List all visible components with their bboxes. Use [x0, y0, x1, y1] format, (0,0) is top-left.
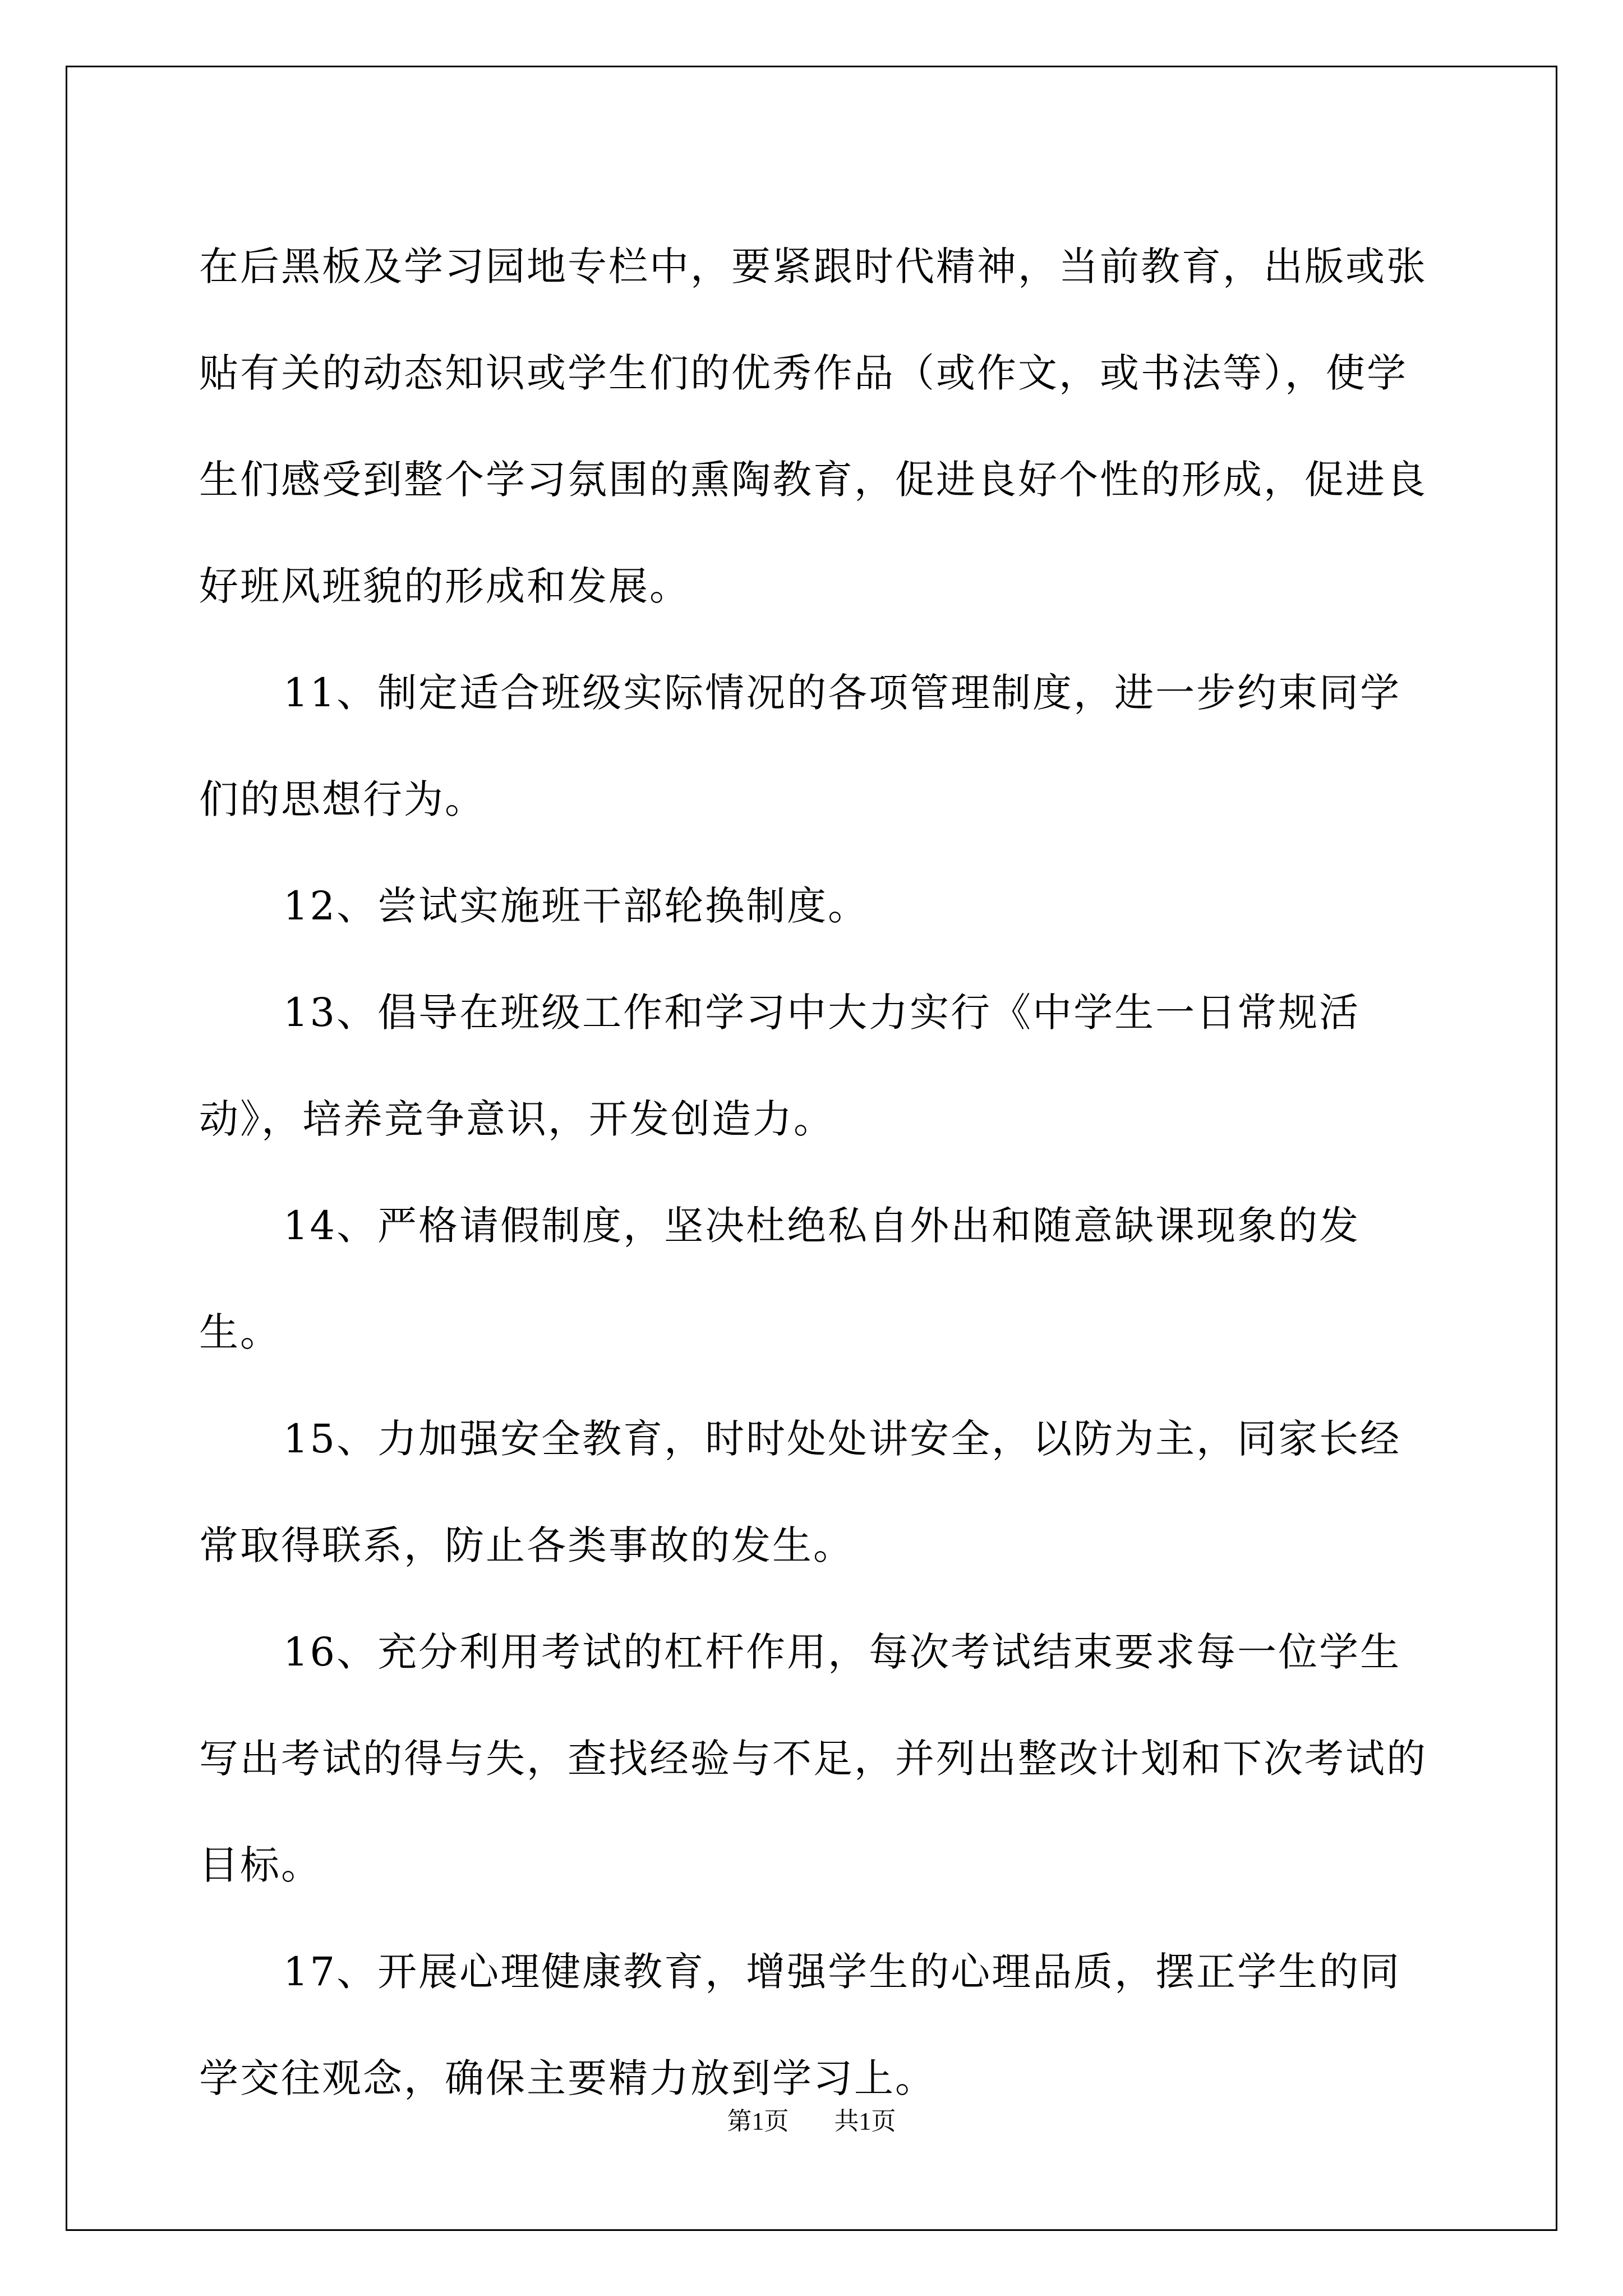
page-total: 共1页 [834, 2108, 896, 2135]
paragraph-17: 17、开展心理健康教育，增强学生的心理品质，摆正学生的同学交往观念，确保主要精力放到学习上。 [199, 1949, 1401, 2101]
document-body [199, 213, 1433, 2132]
paragraph-13: 13、倡导在班级工作和学习中大力实行《中学生一日常规活动》，培养竞争意识，开发创造力。 [199, 990, 1361, 1142]
paragraph-15: 15、力加强安全教育，时时处处讲安全，以防为主，同家长经常取得联系，防止各类事故的发生。 [199, 1416, 1401, 1568]
paragraph-11: 11、制定适合班级实际情况的各项管理制度，进一步约束同学们的思想行为。 [199, 670, 1401, 822]
paragraph-12: 12、尝试实施班干部轮换制度。 [283, 883, 869, 929]
paragraph-16: 16、充分利用考试的杠杆作用，每次考试结束要求每一位学生写出考试的得与失，查找经验与不足，并列出整改计划和下次考试的目标。 [199, 1629, 1427, 1888]
page-number: 第1页 [727, 2108, 789, 2135]
page-footer [0, 2101, 1623, 2137]
paragraph-1: 在后黑板及学习园地专栏中，要紧跟时代精神，当前教育，出版或张贴有关的动态知识或学生们的优秀作品（或作文，或书法等），使学生们感受到整个学习氛围的熏陶教育，促进良好个性的形成，促进良好班风班貌的形成和发展。 [199, 243, 1427, 609]
paragraph-14: 14、严格请假制度，坚决杜绝私自外出和随意缺课现象的发生。 [199, 1203, 1361, 1355]
